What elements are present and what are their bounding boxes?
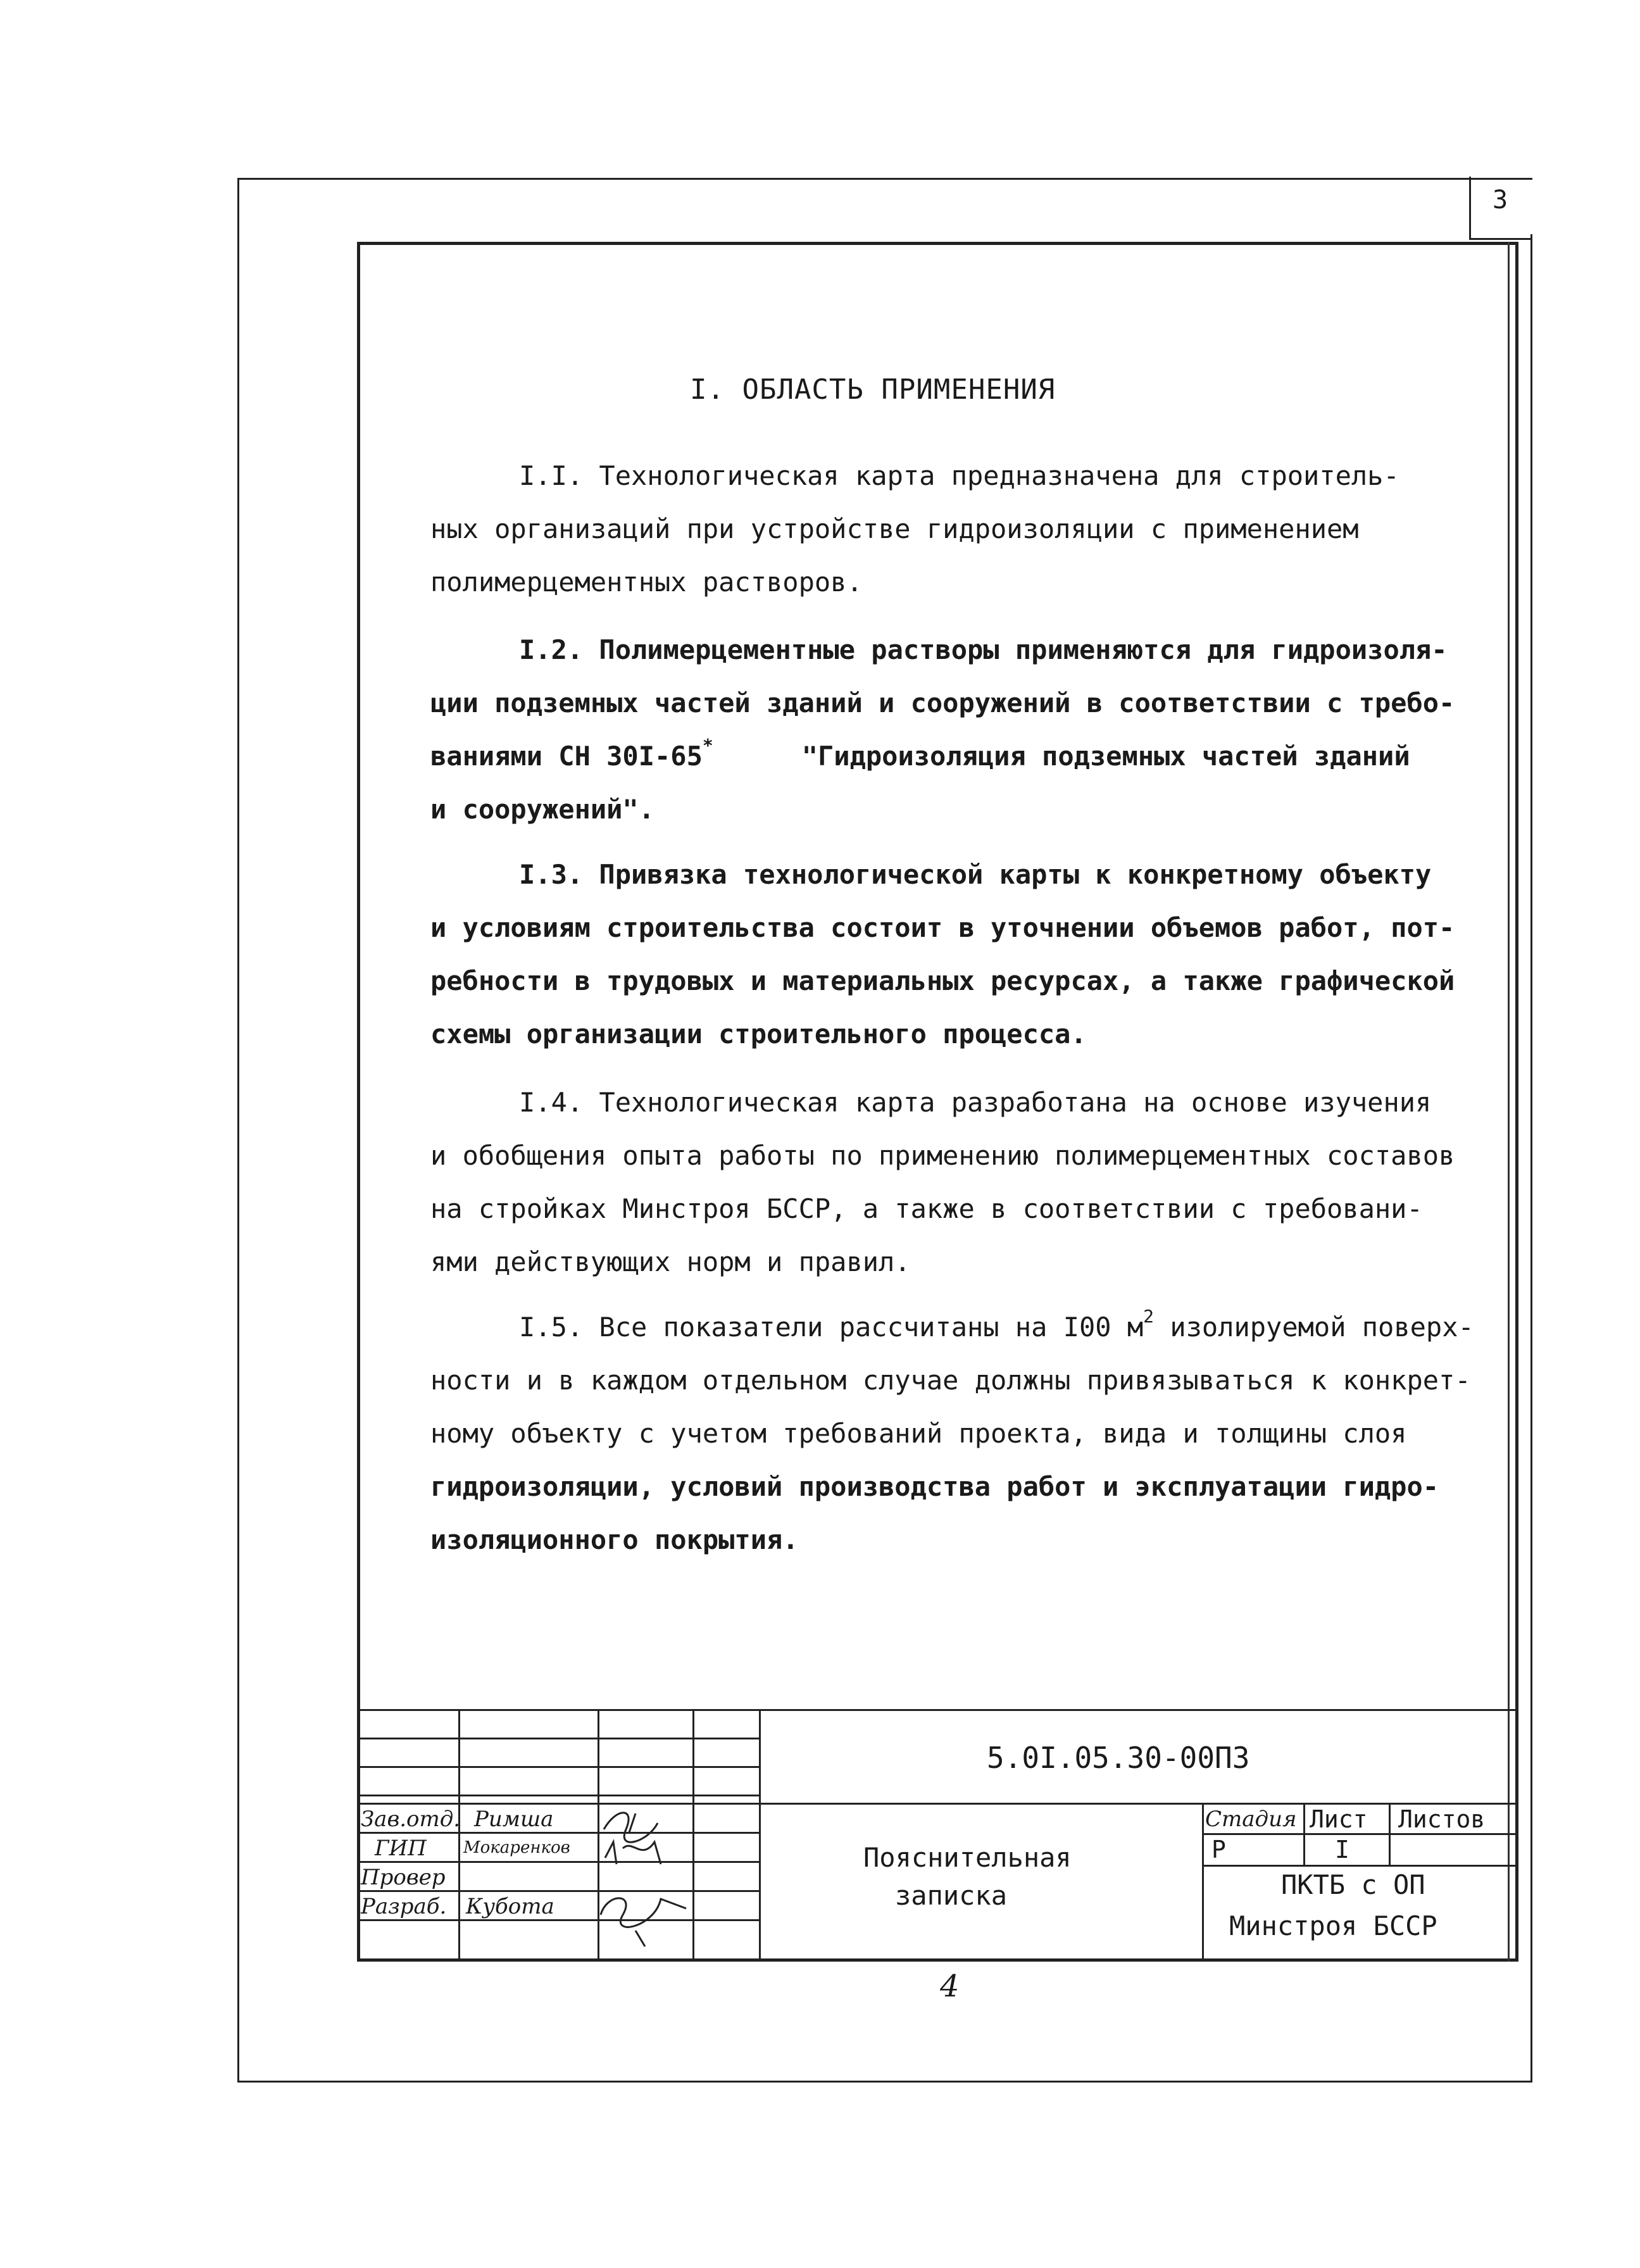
paragraph-line: и обобщения опыта работы по применению полимерцементных составов [430,1140,1455,1171]
stage-value: Р [1211,1836,1226,1864]
tb-column-rule [1202,1803,1204,1962]
tb-column-rule [1303,1803,1305,1865]
asterisk-mark: * [702,735,713,756]
paragraph-text: изолируемой поверх- [1170,1312,1474,1343]
paragraph-1 [430,449,1519,609]
paragraph-line: I.2. Полимерцементные растворы применяются для гидроизоля- [519,634,1448,665]
page-number: 3 [1492,185,1508,215]
role-chief-engineer: ГИП [375,1836,427,1861]
paragraph-line: ции подземных частей зданий и сооружений в соответствии с требо- [430,687,1455,718]
sheets-header: Листов [1398,1805,1486,1833]
paragraph-line: I.4. Технологическая карта разработана на основе изучения [519,1087,1432,1118]
role-developed: Разраб. [361,1894,447,1919]
organization-line2: Минстроя БССР [1229,1910,1437,1941]
paragraph-line: изоляционного покрытия. [430,1524,799,1555]
paragraph-3 [430,848,1519,1061]
outer-frame-right-edge [1530,234,1532,2083]
role-checked: Провер [361,1865,446,1890]
norm-reference: ваниями СН 30I-65 [430,741,703,772]
paragraph-line: I.3. Привязка технологической карты к конкретному объекту [519,859,1432,890]
role-head-of-dept: Зав.отд. [361,1807,461,1832]
paragraph-line: ных организаций при устройстве гидроизоляции с применением [430,513,1359,544]
tb-rule [357,1709,1518,1711]
paragraph-line: ности и в каждом отдельном случае должны привязываться к конкрет- [430,1365,1471,1396]
section-heading: I. ОБЛАСТЬ ПРИМЕНЕНИЯ [690,373,1056,406]
sheet-header: Лист [1310,1805,1368,1833]
paragraph-line: и условиям строительства состоит в уточнении объемов работ, пот- [430,912,1455,943]
signatures-graphic [598,1804,749,1956]
norm-title: "Гидроизоляция подземных частей зданий [801,741,1410,772]
paragraph-line [430,730,1519,783]
paragraph-line: гидроизоляции, условий производства работ и эксплуатации гидро- [430,1471,1439,1502]
handwritten-sheet-number: 4 [940,1969,960,2004]
title-block [357,1709,1518,1962]
paragraph-line: схемы организации строительного процесса. [430,1018,1087,1049]
name-kubota: Кубота [466,1894,554,1919]
tb-column-rule [759,1709,761,1962]
document-code: 5.0I.05.30-00ПЗ [987,1741,1250,1775]
document-name-line2: записка [895,1880,1008,1911]
tb-rule [1202,1865,1518,1867]
document-name-line1: Пояснительная [863,1842,1072,1873]
tb-column-rule [1389,1803,1391,1865]
tb-rule [357,1766,759,1768]
stage-header: Стадия [1205,1807,1297,1832]
tb-rule [357,1795,759,1796]
tb-rule [357,1803,1518,1805]
tb-rule [357,1738,759,1739]
paragraph-line: ями действующих норм и правил. [430,1246,911,1277]
paragraph-line: ребности в трудовых и материальных ресурсах, а также графической [430,965,1455,996]
paragraph-line: и сооружений". [430,794,655,825]
superscript-2: 2 [1143,1306,1155,1327]
tb-column-rule [458,1709,460,1962]
paragraph-2 [430,623,1519,836]
paragraph-line: полимерцементных растворов. [430,567,863,598]
paragraph-line: I.I. Технологическая карта предназначена для строитель- [519,460,1399,491]
paragraph-text: I.5. Все показатели рассчитаны на I00 м [519,1312,1144,1343]
name-rimsha: Римша [474,1807,554,1832]
paragraph-line: на стройках Минстроя БССР, а также в соответствии с требовани- [430,1193,1423,1224]
paragraph-line: ному объекту с учетом требований проекта, вида и толщины слоя [430,1418,1407,1449]
sheet-value: I [1335,1836,1349,1864]
paragraph-4 [430,1076,1519,1289]
organization-line1: ПКТБ с ОП [1281,1869,1425,1900]
tb-rule [1202,1833,1518,1835]
paragraph-5 [430,1301,1519,1567]
paragraph-line [430,1301,1519,1354]
name-mokarenkov: Мокаренков [463,1838,570,1857]
